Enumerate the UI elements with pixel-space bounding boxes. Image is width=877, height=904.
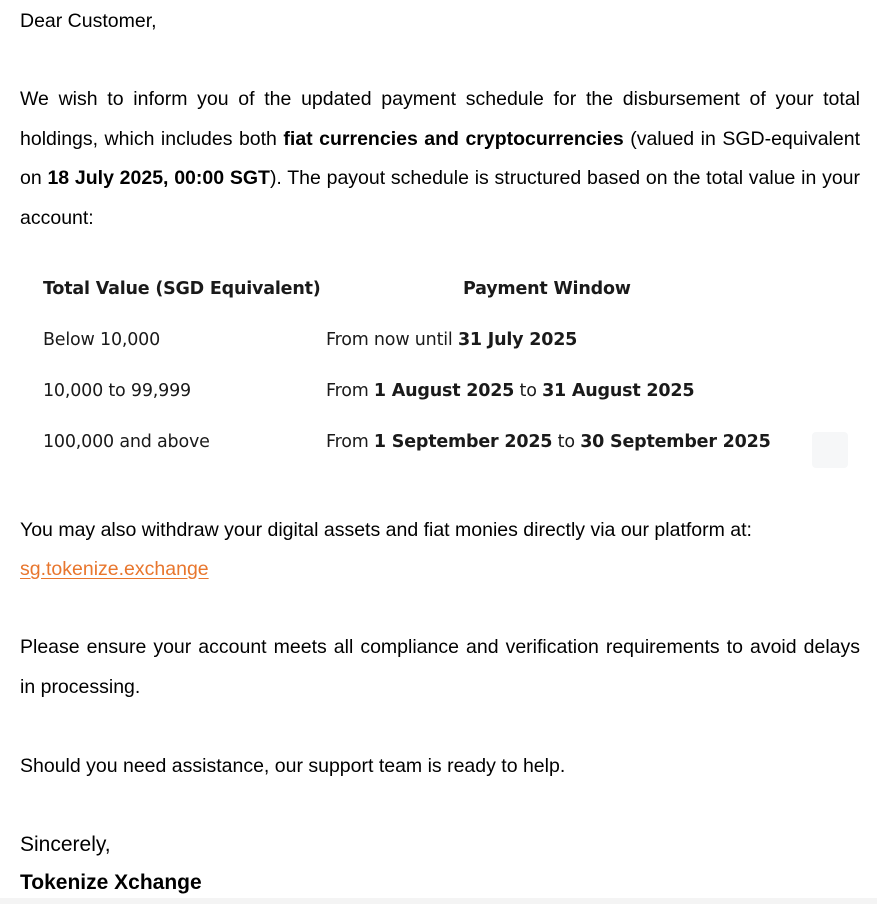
intro-bold-currencies: fiat currencies and cryptocurrencies: [283, 127, 624, 150]
window-start: 1 August 2025: [373, 381, 515, 401]
header-payment-window: Payment Window: [463, 279, 631, 299]
intro-bold-date: 18 July 2025, 00:00 SGT: [47, 167, 270, 189]
withdraw-text: You may also withdraw your digital assets and fiat monies directly via our platform at:: [20, 519, 752, 541]
row-value: 100,000 and above: [43, 432, 210, 452]
signoff: Sincerely,: [20, 833, 111, 856]
row-value: 10,000 to 99,999: [43, 381, 191, 401]
greeting: Dear Customer,: [20, 10, 157, 32]
window-to: to: [514, 381, 543, 401]
intro-text-3: ). The payout schedule is structured based on the total value in your account:: [20, 167, 861, 229]
window-prefix: From: [326, 432, 374, 452]
row-window: [326, 330, 577, 350]
window-to: to: [552, 432, 581, 452]
window-prefix: From: [326, 381, 374, 401]
compliance-paragraph: Please ensure your account meets all compliance and verification requirements to avoid delays in processing.: [20, 636, 860, 698]
window-start: 31 July 2025: [457, 330, 578, 350]
assistance-text: Should you need assistance, our support team is ready to help.: [20, 755, 566, 777]
row-window: [326, 381, 694, 401]
window-prefix: From now until: [326, 330, 458, 350]
platform-link-line: [20, 557, 209, 581]
sender-name: Tokenize Xchange: [20, 871, 202, 894]
window-start: 1 September 2025: [373, 432, 553, 452]
faint-overlay-box: [812, 432, 848, 468]
intro-text-2: (valued in SGD-equivalent on: [20, 127, 860, 189]
row-value: Below 10,000: [43, 330, 161, 350]
intro-text-1: We wish to inform you of the updated payment schedule for the disbursement of your total holdings, which includes both: [20, 88, 860, 150]
bottom-edge: [0, 898, 877, 904]
intro-paragraph: [20, 80, 860, 238]
row-window: [326, 432, 771, 452]
header-total-value: Total Value (SGD Equivalent): [43, 279, 321, 299]
window-end: 30 September 2025: [580, 432, 771, 452]
window-end: 31 August 2025: [542, 381, 695, 401]
platform-link[interactable]: sg.tokenize.exchange: [20, 558, 209, 580]
